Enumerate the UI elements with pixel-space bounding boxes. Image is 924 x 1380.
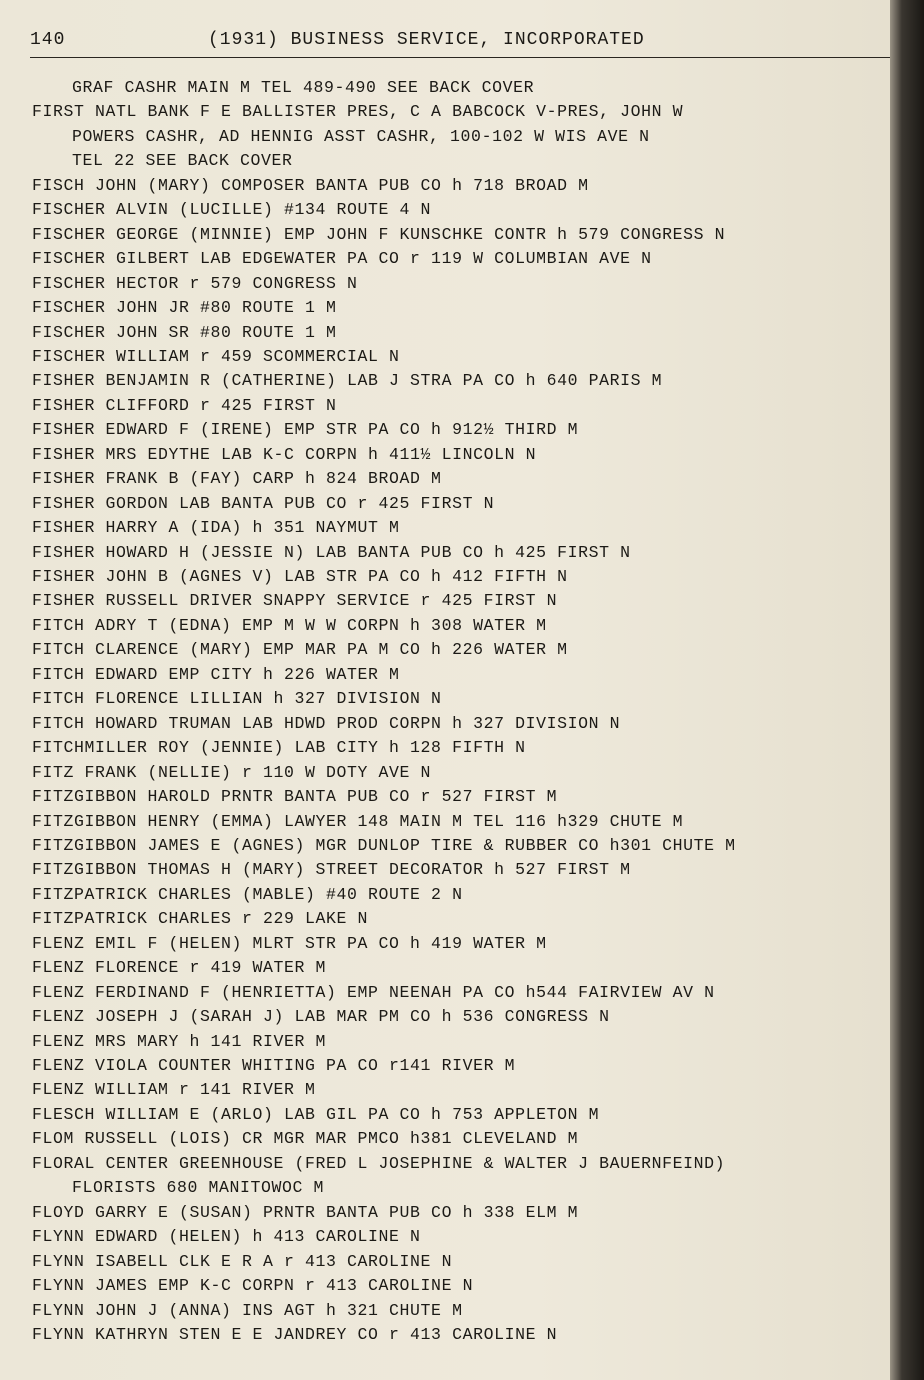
directory-entry: FLENZ EMIL F (HELEN) MLRT STR PA CO h 419 WATER M [32, 933, 547, 953]
directory-entry: FISCHER HECTOR r 579 CONGRESS N [32, 273, 358, 293]
directory-entry: FIRST NATL BANK F E BALLISTER PRES, C A BABCOCK V-PRES, JOHN W [32, 102, 684, 122]
directory-entry: FISHER JOHN B (AGNES V) LAB STR PA CO h 412 FIFTH N [32, 567, 568, 586]
directory-entry: FISHER EDWARD F (IRENE) EMP STR PA CO h 912½ THIRD M [32, 420, 579, 440]
directory-entry: POWERS CASHR, AD HENNIG ASST CASHR, 100-102 W WIS AVE N [72, 126, 650, 146]
directory-entry: FITCHMILLER ROY (JENNIE) LAB CITY h 128 FIFTH N [32, 738, 526, 758]
directory-entry: FISHER HOWARD H (JESSIE N) LAB BANTA PUB CO h 425 FIRST N [32, 542, 631, 562]
directory-entry: FISCHER JOHN SR #80 ROUTE 1 M [32, 322, 337, 342]
directory-entry: FITCH ADRY T (EDNA) EMP M W W CORPN h 308 WATER M [32, 615, 547, 635]
directory-entry: FLENZ MRS MARY h 141 RIVER M [32, 1031, 327, 1051]
directory-entry: TEL 22 SEE BACK COVER [72, 151, 293, 171]
directory-entry: FITCH FLORENCE LILLIAN h 327 DIVISION N [32, 689, 442, 709]
directory-entry: FLENZ VIOLA COUNTER WHITING PA CO r141 RIVER M [32, 1056, 516, 1075]
directory-entry: FISHER FRANK B (FAY) CARP h 824 BROAD M [32, 469, 442, 489]
page-title: (1931) BUSINESS SERVICE, INCORPORATED [208, 30, 645, 50]
header-rule [30, 57, 890, 58]
directory-entry: FITCH HOWARD TRUMAN LAB HDWD PROD CORPN h 327 DIVISION N [32, 713, 621, 733]
directory-entry: FITCH CLARENCE (MARY) EMP MAR PA M CO h 226 WATER M [32, 640, 568, 660]
directory-entry: FISCHER GEORGE (MINNIE) EMP JOHN F KUNSCHKE CONTR h 579 CONGRESS N [32, 224, 726, 244]
directory-entry: FISHER MRS EDYTHE LAB K-C CORPN h 411½ LINCOLN N [32, 444, 537, 464]
directory-entry: FLYNN EDWARD (HELEN) h 413 CAROLINE N [32, 1227, 421, 1247]
directory-entry: FLENZ FLORENCE r 419 WATER M [32, 958, 327, 978]
directory-entry: FISCHER WILLIAM r 459 SCOMMERCIAL N [32, 346, 400, 366]
directory-entry: FLYNN JAMES EMP K-C CORPN r 413 CAROLINE N [32, 1276, 474, 1296]
directory-entry: FLORAL CENTER GREENHOUSE (FRED L JOSEPHINE & WALTER J BAUERNFEIND) [32, 1153, 726, 1173]
directory-entry: FLYNN ISABELL CLK E R A r 413 CAROLINE N [32, 1251, 453, 1271]
directory-entry: FITZGIBBON THOMAS H (MARY) STREET DECORATOR h 527 FIRST M [32, 860, 631, 880]
directory-entry: FISCHER JOHN JR #80 ROUTE 1 M [32, 298, 337, 318]
directory-entry: FLOM RUSSELL (LOIS) CR MGR MAR PMCO h381 CLEVELAND M [32, 1129, 579, 1149]
directory-entry: FLORISTS 680 MANITOWOC M [72, 1178, 325, 1198]
directory-entry: FISCHER GILBERT LAB EDGEWATER PA CO r 119 W COLUMBIAN AVE N [32, 249, 652, 269]
directory-entry: FITZ FRANK (NELLIE) r 110 W DOTY AVE N [32, 762, 432, 782]
directory-entry: FISHER HARRY A (IDA) h 351 NAYMUT M [32, 518, 400, 538]
directory-entry: FLYNN KATHRYN STEN E E JANDREY CO r 413 CAROLINE N [32, 1324, 558, 1344]
directory-entry: FISHER BENJAMIN R (CATHERINE) LAB J STRA PA CO h 640 PARIS M [32, 371, 663, 391]
directory-entry: GRAF CASHR MAIN M TEL 489-490 SEE BACK COVER [72, 78, 535, 97]
directory-entry: FITZGIBBON JAMES E (AGNES) MGR DUNLOP TIRE & RUBBER CO h301 CHUTE M [32, 835, 736, 855]
directory-entry: FITZGIBBON HENRY (EMMA) LAWYER 148 MAIN M TEL 116 h329 CHUTE M [32, 811, 684, 831]
directory-entry: FLENZ JOSEPH J (SARAH J) LAB MAR PM CO h 536 CONGRESS N [32, 1007, 610, 1027]
directory-entry: FLESCH WILLIAM E (ARLO) LAB GIL PA CO h 753 APPLETON M [32, 1104, 600, 1124]
book-binding-gutter [890, 0, 924, 1380]
directory-entry: FISCHER ALVIN (LUCILLE) #134 ROUTE 4 N [32, 200, 432, 220]
directory-entry: FLOYD GARRY E (SUSAN) PRNTR BANTA PUB CO h 338 ELM M [32, 1202, 579, 1222]
page-header [30, 30, 890, 56]
directory-entry: FITZPATRICK CHARLES r 229 LAKE N [32, 909, 369, 929]
directory-entry: FITZPATRICK CHARLES (MABLE) #40 ROUTE 2 N [32, 884, 463, 904]
directory-entry: FLENZ WILLIAM r 141 RIVER M [32, 1080, 316, 1100]
directory-entry: FITZGIBBON HAROLD PRNTR BANTA PUB CO r 527 FIRST M [32, 787, 558, 807]
directory-entry: FISHER RUSSELL DRIVER SNAPPY SERVICE r 425 FIRST N [32, 591, 558, 611]
directory-entry: FISHER GORDON LAB BANTA PUB CO r 425 FIRST N [32, 493, 495, 513]
directory-entry: FITCH EDWARD EMP CITY h 226 WATER M [32, 664, 400, 684]
page-number: 140 [30, 30, 66, 50]
directory-entry: FLENZ FERDINAND F (HENRIETTA) EMP NEENAH PA CO h544 FAIRVIEW AV N [32, 982, 715, 1002]
directory-entry: FISHER CLIFFORD r 425 FIRST N [32, 395, 337, 415]
directory-entry: FISCH JOHN (MARY) COMPOSER BANTA PUB CO h 718 BROAD M [32, 175, 589, 195]
directory-entry: FLYNN JOHN J (ANNA) INS AGT h 321 CHUTE M [32, 1300, 463, 1320]
